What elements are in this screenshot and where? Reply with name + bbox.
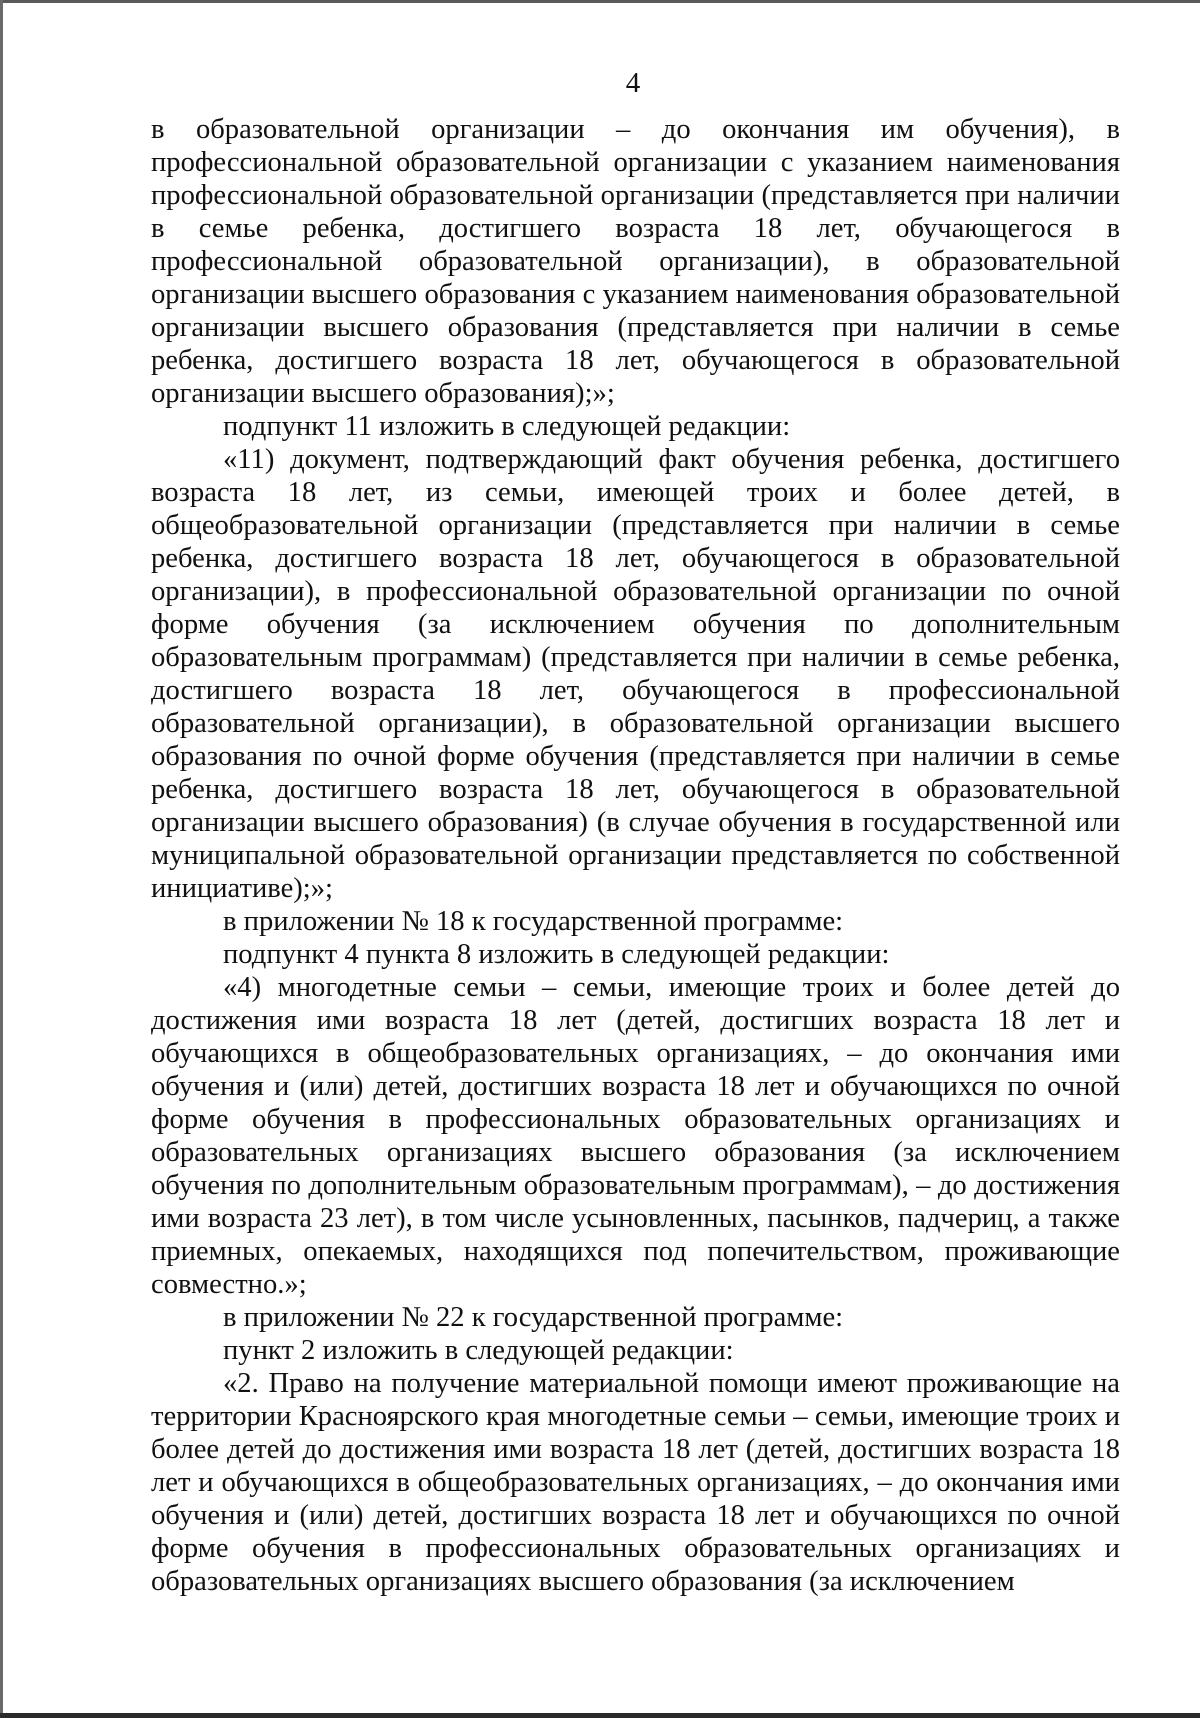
paragraph-8: пункт 2 изложить в следующей редакции: — [223, 1335, 734, 1366]
scan-edge-bottom — [0, 1713, 1200, 1718]
document-body — [151, 113, 1120, 1598]
paragraph-9: «2. Право на получение материальной помощи имеют проживающие на территории Красноярского края многодетные семьи – семьи, имеющие троих и более детей до достижения ими возраста 18 лет (детей, достигших возраста 18 лет и обучающихся в общеобразовательных организациях, – до окончания ими обучения и (или) детей, достигших возраста 18 лет и обучающихся по очной форме обучения в профессиональных образовательных организациях и образовательных организациях высшего образования (за исключением — [151, 1368, 1120, 1597]
paragraph-6: «4) многодетные семьи – семьи, имеющие троих и более детей до достижения ими возраста 18 лет (детей, достигших возраста 18 лет и обучающихся в общеобразовательных организациях, – до окончания ими обучения и (или) детей, достигших возраста 18 лет и обучающихся по очной форме обучения в профессиональных образовательных организациях и образовательных организациях высшего образования (за исключением обучения по дополнительным образовательным программам), – до достижения ими возраста 23 лет), в том числе усыновленных, пасынков, падчериц, а также приемных, опекаемых, находящихся под попечительством, проживающие совместно.»; — [151, 972, 1120, 1300]
page-number: 4 — [625, 67, 641, 99]
paragraph-4: в приложении № 18 к государственной программе: — [223, 906, 844, 937]
scan-edge-left — [0, 0, 3, 1718]
paragraph-5: подпункт 4 пункта 8 изложить в следующей редакции: — [223, 939, 890, 970]
paragraph-3: «11) документ, подтверждающий факт обучения ребенка, достигшего возраста 18 лет, из семьи, имеющей троих и более детей, в общеобразовательной организации (представляется при наличии в семье ребенка, достигшего возраста 18 лет, обучающегося в образовательной организации), в профессиональной образовательной организации по очной форме обучения (за исключением обучения по дополнительным образовательным программам) (представляется при наличии в семье ребенка, достигшего возраста 18 лет, обучающегося в профессиональной образовательной организации), в образовательной организации высшего образования по очной форме обучения (представляется при наличии в семье ребенка, достигшего возраста 18 лет, обучающегося в образовательной организации высшего образования) (в случае обучения в государственной или муниципальной образовательной организации представляется по собственной инициативе);»; — [151, 444, 1120, 904]
scan-edge-top — [0, 0, 1200, 3]
paragraph-1: в образовательной организации – до окончания им обучения), в профессиональной образовательной организации с указанием наименования профессиональной образовательной организации (представляется при наличии в семье ребенка, достигшего возраста 18 лет, обучающегося в профессиональной образовательной организации), в образовательной организации высшего образования с указанием наименования образовательной организации высшего образования (представляется при наличии в семье ребенка, достигшего возраста 18 лет, обучающегося в образовательной организации высшего образования);»; — [151, 114, 1120, 409]
paragraph-2: подпункт 11 изложить в следующей редакции: — [223, 411, 791, 442]
paragraph-7: в приложении № 22 к государственной программе: — [223, 1302, 844, 1333]
